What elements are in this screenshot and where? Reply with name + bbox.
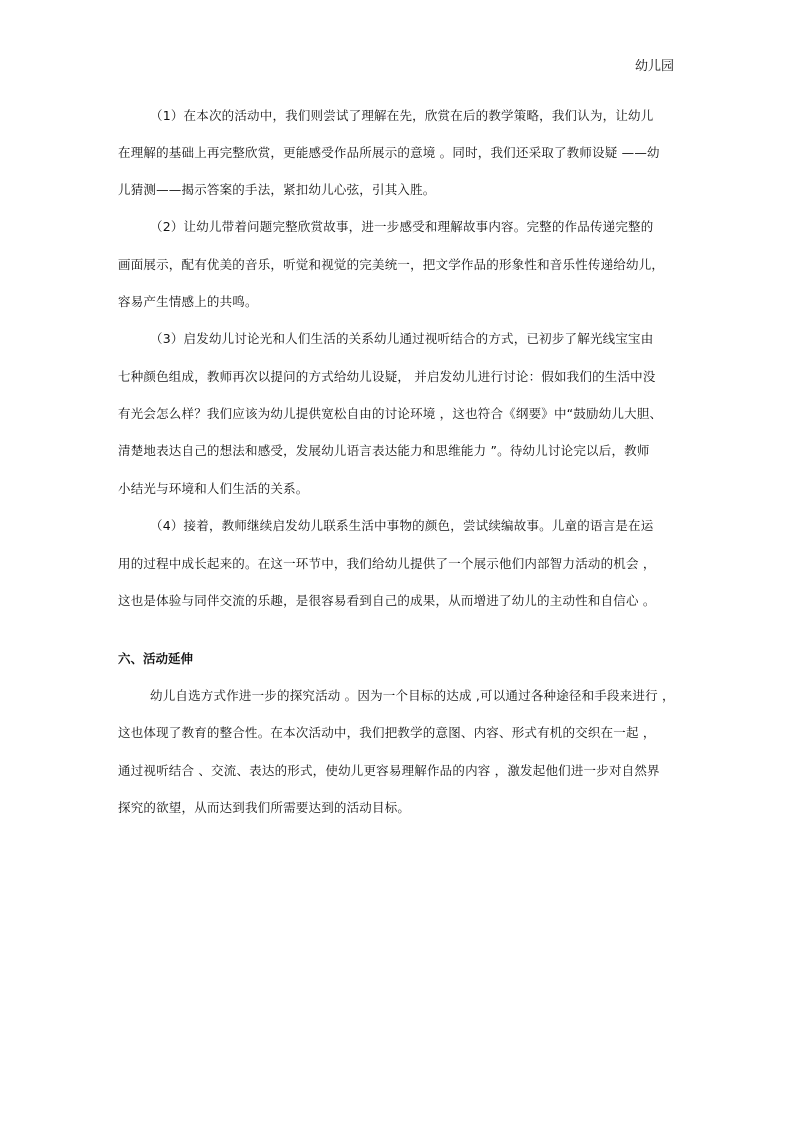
paragraph-4-line-2: 用的过程中成长起来的。在这一环节中，我们给幼儿提供了一个展示他们内部智力活动的机会 ， [118, 556, 656, 571]
section-line-1: 幼儿自选方式作进一步的探究活动 。因为一个目标的达成 ,可以通过各种途径和手段来进行 ， [150, 688, 675, 703]
paragraph-3-line-3: 有光会怎么样？我们应该为幼儿提供宽松自由的讨论环境 ，这也符合《纲要》中“鼓励幼儿大胆、 [118, 406, 663, 421]
paragraph-1-line-3: 儿猜测——揭示答案的手法，紧扣幼儿心弦，引其入胜。 [118, 182, 436, 197]
paragraph-3-line-5: 小结光与环境和人们生活的关系。 [118, 481, 309, 496]
paragraph-3-line-1: （3）启发幼儿讨论光和人们生活的关系幼儿通过视听结合的方式，已初步了解光线宝宝由 [150, 331, 654, 346]
paragraph-1-line-1: （1）在本次的活动中，我们则尝试了理解在先，欣赏在后的教学策略，我们认为，让幼儿 [150, 108, 654, 123]
paragraph-3-line-2: 七种颜色组成，教师再次以提问的方式给幼儿设疑， 并启发幼儿进行讨论：假如我们的生活中没 [118, 369, 656, 384]
paragraph-4-line-1: （4）接着，教师继续启发幼儿联系生活中事物的颜色，尝试续编故事。儿童的语言是在运 [150, 518, 654, 533]
section-heading: 六、活动延伸 [118, 651, 194, 666]
section-line-3: 通过视听结合 、交流、表达的形式，使幼儿更容易理解作品的内容 ，激发起他们进一步对自然界 [118, 763, 660, 778]
paragraph-4-line-3: 这也是体验与同伴交流的乐趣，是很容易看到自己的成果，从而增进了幼儿的主动性和自信心 。 [118, 593, 656, 608]
section-line-2: 这也体现了教育的整合性。在本次活动中，我们把教学的意图、内容、形式有机的交织在一起 ， [118, 725, 656, 740]
paragraph-3-line-4: 清楚地表达自己的想法和感受，发展幼儿语言表达能力和思维能力 ”。待幼儿讨论完以后，教师 [118, 443, 650, 458]
paragraph-2-line-3: 容易产生情感上的共鸣。 [118, 294, 258, 309]
paragraph-2-line-1: （2）让幼儿带着问题完整欣赏故事，进一步感受和理解故事内容。完整的作品传递完整的 [150, 219, 654, 234]
section-line-4: 探究的欲望，从而达到我们所需要达到的活动目标。 [118, 800, 411, 815]
paragraph-2-line-2: 画面展示，配有优美的音乐，听觉和视觉的完美统一，把文学作品的形象性和音乐性传递给幼儿， [118, 257, 665, 272]
paragraph-1-line-2: 在理解的基础上再完整欣赏，更能感受作品所展示的意境 。同时，我们还采取了教师设疑 ——幼 [118, 145, 660, 160]
page-header-title: 幼儿园 [634, 59, 674, 74]
